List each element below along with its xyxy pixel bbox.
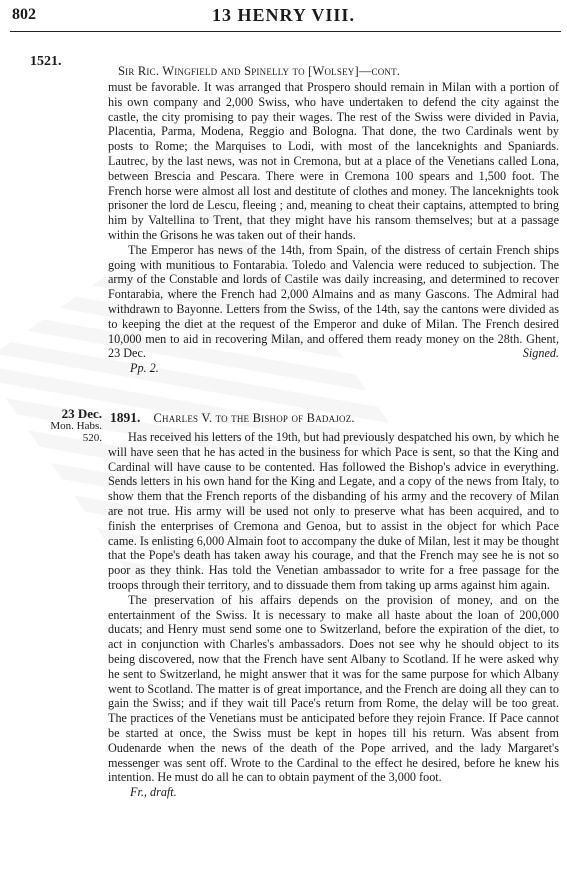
paragraph: must be favorable. It was arranged that Prospero should remain in Milan with a portion of his own company and 2,000 Swiss, who have undertaken to defend the city against the castle, the city promising to pay their wages. The rest of the Swiss were divided in Pavia, Placentia, Parma, Modena, Reggio and Bologna. That done, the two Cardinals went by posts to Rome; the Marquises to Lodi, with most of the lanceknights and Spaniards. Lautrec, by the last news, was not in Cremona, but at a place of the Venetians called Lona, between Brescia and Pescara. There were in Cremona 100 spears and 1,500 foot. The French horse were almost all lost and destitute of clothes and money. The lanceknights took prisoner the lord de Lescu, fleeing ; and, meaning to cheat their captains, attempted to bring him by Valtellina to Trent, that they might have his ransom themselves; but at a passage within the Grisons he was taken out of their hands.: [108, 80, 559, 242]
margin-date: 23 Dec.: [61, 406, 102, 421]
running-head: 13 HENRY VIII.: [212, 5, 355, 25]
margin-reference-number: 520.: [82, 432, 102, 444]
paragraph: Has received his letters of the 19th, but had previously despatched his own, by which he will have seen that he has acted in the business for which Pace is sent, so that the King and Cardinal will have cause to be contented. Has followed the Bishop's advice in everything. Sends letters in his own hand for the King and Legate, and a copy of the news from Italy, to show them that the French reports of the disbanding of his army and the recovery of Milan are not true. His army will be used not only to preserve what has been acquired, and to finish the enterprises of Cremona and Genoa, but to assist in the object for which Pace came. Is enlisting 6,000 Almain foot to accompany the duke of Milan, lest it may be thought that the Pope's death has taken away his courage, and that the French may see he is not so poor as they think. Has told the Venetian ambassador to write for a free passage for the troops through their territory, and to dissuade them from taking up arms against him again.: [108, 430, 559, 592]
margin-reference: Mon. Habs.: [50, 420, 102, 432]
entry-number: 1891.: [110, 410, 141, 425]
signature-line: [108, 346, 559, 361]
page-count: Pp. 2.: [130, 361, 159, 376]
page-number: 802: [12, 6, 36, 23]
signed-label: Signed.: [522, 346, 559, 361]
margin-note: [40, 408, 102, 444]
entry-heading: [108, 64, 559, 79]
entry-heading: [110, 410, 559, 426]
entry-body: [108, 430, 559, 800]
entry-heading-text: Charles V. to the Bishop of Badajoz.: [153, 411, 355, 425]
entry-heading-text: Sir Ric. Wingfield and Spinelly to [Wolsey]—cont.: [118, 64, 401, 78]
entry-body: [108, 80, 559, 376]
paragraph: The Emperor has news of the 14th, from Spain, of the distress of certain French ships going with munitious to Fontarabia. Toledo and Valencia were reduced to subjection. The army of the Constable and lords of Castile was daily increasing, and determined to recover Fontarabia, where the French had 2,000 Almains and as many Gascons. The Admiral had withdrawn to Bayonne. Letters from the Swiss, of the 14th, say the cantons were divided as to keeping the diet at the request of the Emperor and duke of Milan. The French desired 10,000 men to aid in recovering Milan, and offered them ready money on the 28th. Ghent, 23 Dec.: [108, 242, 559, 361]
document-note: Fr., draft.: [130, 785, 177, 800]
year-label: 1521.: [30, 54, 62, 69]
paragraph: The preservation of his affairs depends on the provision of money, and on the entertainment of the Swiss. It is necessary to make all haste about the loan of 200,000 ducats; and Henry must send some one to Switzerland, before the expiration of the diet, to act in conjunction with Charles's ambassadors. Does not see why he should object to its being discovered, now that the French have sent Albany to Scotland. If he were asked why he sent to Switzerland, he might answer that it was for the same purpose for which Albany went to Scotland. The matter is of great importance, and the French are doing all they can to gain the Swiss; and if they wait till Pace's return from Rome, the delay will be too great. The practices of the Venetians must be anticipated before they rejoin France. If Pace cannot be started at once, the Swiss must be kept in hopes till his return. Was absent from Oudenarde when the news of the death of the Pope arrived, and the lady Margaret's messenger was sent off. Wrote to the Cardinal to the effect he desired, before he knew his intention. He must do all he can to obtain payment of the 3,000 foot.: [108, 592, 559, 785]
header-rule: [10, 31, 561, 32]
